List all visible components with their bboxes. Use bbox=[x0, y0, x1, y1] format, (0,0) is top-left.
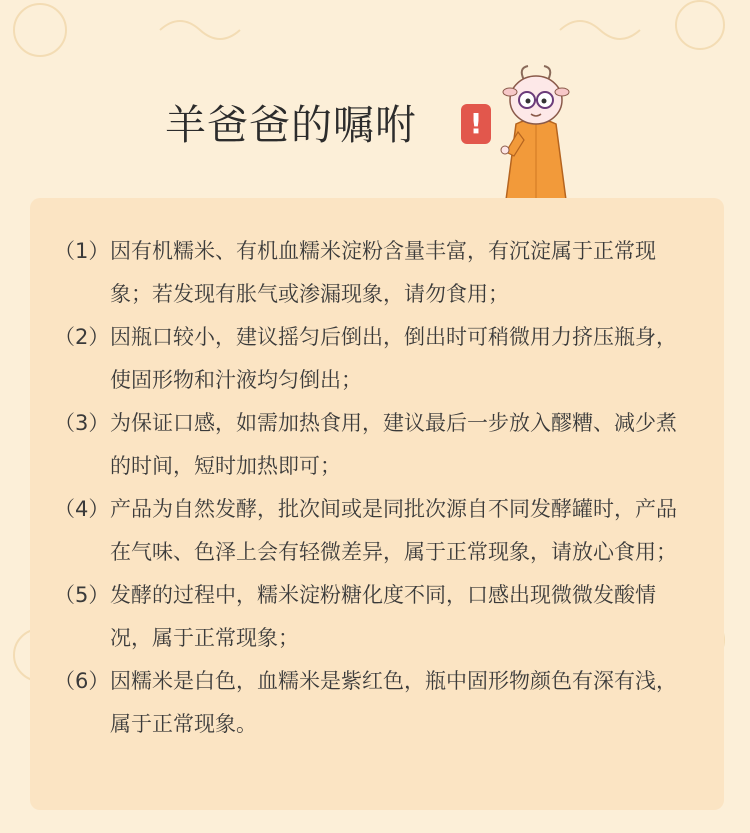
item-number: （3） bbox=[54, 411, 110, 435]
exclamation-icon: ! bbox=[461, 104, 491, 144]
item-number: （4） bbox=[54, 497, 110, 521]
page-title: 羊爸爸的嘱咐 bbox=[165, 101, 417, 149]
list-item bbox=[54, 402, 694, 488]
header bbox=[0, 0, 750, 200]
sheep-mascot-icon bbox=[496, 62, 576, 200]
list-item bbox=[54, 488, 694, 574]
item-text: 发酵的过程中，糯米淀粉糖化度不同，口感出现微微发酸情况，属于正常现象； bbox=[110, 583, 656, 650]
list-item bbox=[54, 574, 694, 660]
item-number: （6） bbox=[54, 669, 110, 693]
list-item bbox=[54, 230, 694, 316]
list-item bbox=[54, 660, 694, 746]
item-text: 产品为自然发酵，批次间或是同批次源自不同发酵罐时，产品在气味、色泽上会有轻微差异，属于正常现象，请放心食用； bbox=[110, 497, 677, 564]
item-text: 因糯米是白色，血糯米是紫红色，瓶中固形物颜色有深有浅，属于正常现象。 bbox=[110, 669, 677, 736]
notes-list bbox=[54, 230, 694, 746]
item-number: （5） bbox=[54, 583, 110, 607]
item-text: 因瓶口较小，建议摇匀后倒出，倒出时可稍微用力挤压瓶身，使固形物和汁液均匀倒出； bbox=[110, 325, 677, 392]
item-number: （2） bbox=[54, 325, 110, 349]
item-text: 因有机糯米、有机血糯米淀粉含量丰富，有沉淀属于正常现象；若发现有胀气或渗漏现象，请勿食用； bbox=[110, 239, 656, 306]
item-number: （1） bbox=[54, 239, 110, 263]
list-item bbox=[54, 316, 694, 402]
item-text: 为保证口感，如需加热食用，建议最后一步放入醪糟、减少煮的时间，短时加热即可； bbox=[110, 411, 677, 478]
